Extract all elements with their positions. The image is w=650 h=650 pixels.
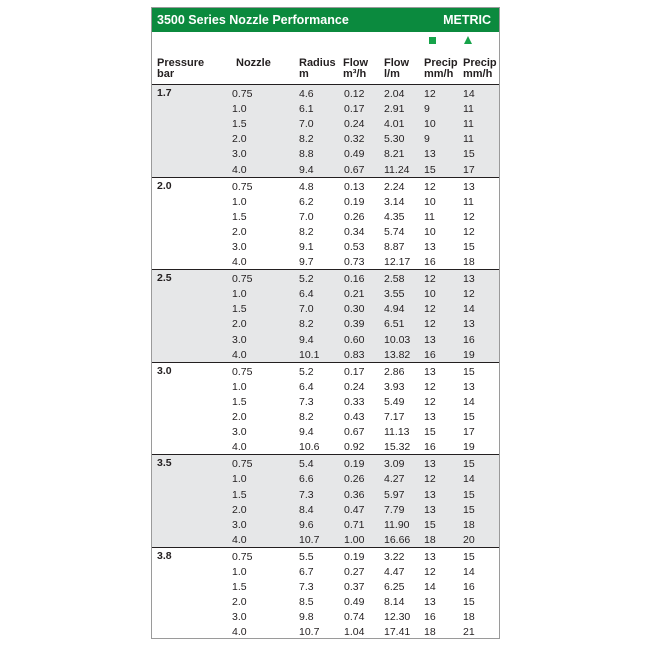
table-row <box>152 317 499 332</box>
precip-square-cell: 13 <box>424 503 436 516</box>
precip-triangle-cell: 13 <box>463 273 475 286</box>
radius-cell: 10.1 <box>299 348 320 361</box>
table-title: 3500 Series Nozzle Performance <box>157 13 349 27</box>
precip-triangle-cell: 21 <box>463 626 475 639</box>
radius-cell: 8.5 <box>299 596 314 609</box>
flow-m3h-cell: 0.24 <box>344 380 365 393</box>
nozzle-cell: 3.0 <box>232 148 247 161</box>
flow-m3h-cell: 0.21 <box>344 288 365 301</box>
precip-triangle-cell: 12 <box>463 210 475 223</box>
precip-square-cell: 10 <box>424 195 436 208</box>
precip-square-cell: 12 <box>424 473 436 486</box>
flow-m3h-cell: 0.26 <box>344 210 365 223</box>
precip-square-cell: 16 <box>424 348 436 361</box>
radius-cell: 6.1 <box>299 103 314 116</box>
nozzle-cell: 0.75 <box>232 550 253 563</box>
precip-square-cell: 10 <box>424 288 436 301</box>
radius-cell: 8.2 <box>299 133 314 146</box>
flow-lm-cell: 4.35 <box>384 210 405 223</box>
nozzle-cell: 1.0 <box>232 195 247 208</box>
flow-m3h-cell: 0.30 <box>344 303 365 316</box>
precip-square-cell: 16 <box>424 256 436 269</box>
precip-triangle-cell: 17 <box>463 426 475 439</box>
flow-lm-cell: 13.82 <box>384 348 411 361</box>
precip-square-cell: 11 <box>424 210 435 223</box>
nozzle-cell: 2.0 <box>232 596 247 609</box>
header-nozzle: Nozzle <box>236 57 271 69</box>
table-row <box>152 132 499 147</box>
precip-square-cell: 15 <box>424 163 436 176</box>
flow-lm-cell: 8.87 <box>384 240 405 253</box>
table-row <box>152 195 499 210</box>
table-row <box>152 87 499 102</box>
flow-lm-cell: 5.49 <box>384 395 405 408</box>
precip-triangle-cell: 18 <box>463 256 475 269</box>
flow-lm-cell: 2.91 <box>384 103 405 116</box>
nozzle-cell: 4.0 <box>232 626 247 639</box>
precip-triangle-cell: 19 <box>463 348 475 361</box>
table-row <box>152 518 499 533</box>
flow-lm-cell: 17.41 <box>384 626 411 639</box>
flow-m3h-cell: 0.74 <box>344 611 365 624</box>
precip-triangle-cell: 11 <box>463 195 474 208</box>
precip-square-cell: 12 <box>424 273 436 286</box>
radius-cell: 10.6 <box>299 441 320 454</box>
pressure-value: 2.0 <box>157 179 172 192</box>
precip-square-cell: 13 <box>424 596 436 609</box>
precip-triangle-cell: 15 <box>463 365 475 378</box>
precip-triangle-cell: 15 <box>463 458 475 471</box>
flow-m3h-cell: 0.34 <box>344 225 365 238</box>
flow-m3h-cell: 0.37 <box>344 581 365 594</box>
nozzle-cell: 4.0 <box>232 163 247 176</box>
pressure-value: 3.8 <box>157 549 172 562</box>
table-row <box>152 255 499 270</box>
precip-triangle-cell: 15 <box>463 596 475 609</box>
table-row <box>152 147 499 162</box>
precip-square-cell: 12 <box>424 395 436 408</box>
precip-square-cell: 10 <box>424 118 436 131</box>
precip-triangle-cell: 13 <box>463 180 475 193</box>
nozzle-cell: 2.0 <box>232 318 247 331</box>
flow-m3h-cell: 0.33 <box>344 395 365 408</box>
radius-cell: 7.3 <box>299 395 314 408</box>
flow-lm-cell: 3.22 <box>384 550 405 563</box>
precip-square-cell: 12 <box>424 88 436 100</box>
table-row <box>152 210 499 225</box>
radius-cell: 5.4 <box>299 458 314 471</box>
nozzle-cell: 4.0 <box>232 441 247 454</box>
precip-square-cell: 18 <box>424 533 436 546</box>
precip-square-cell: 13 <box>424 240 436 253</box>
nozzle-cell: 0.75 <box>232 458 253 471</box>
nozzle-cell: 1.5 <box>232 210 247 223</box>
flow-lm-cell: 16.66 <box>384 533 411 546</box>
flow-lm-cell: 2.24 <box>384 180 405 193</box>
flow-lm-cell: 4.94 <box>384 303 405 316</box>
radius-cell: 7.0 <box>299 210 314 223</box>
table-row <box>152 472 499 487</box>
precip-triangle-cell: 14 <box>463 303 475 316</box>
precip-triangle-cell: 18 <box>463 518 475 531</box>
nozzle-cell: 3.0 <box>232 426 247 439</box>
table-row <box>152 425 499 440</box>
flow-lm-cell: 11.13 <box>384 426 410 439</box>
pressure-group <box>152 455 499 548</box>
flow-m3h-cell: 0.49 <box>344 148 365 161</box>
radius-cell: 8.2 <box>299 318 314 331</box>
nozzle-cell: 1.0 <box>232 380 247 393</box>
triangle-symbol-icon <box>464 36 472 44</box>
table-row <box>152 503 499 518</box>
precip-triangle-cell: 11 <box>463 103 474 116</box>
table-row <box>152 565 499 580</box>
radius-cell: 9.1 <box>299 240 314 253</box>
flow-lm-cell: 2.58 <box>384 273 405 286</box>
precip-square-cell: 15 <box>424 518 436 531</box>
flow-m3h-cell: 0.73 <box>344 256 365 269</box>
precip-square-cell: 13 <box>424 333 436 346</box>
precip-triangle-cell: 13 <box>463 380 475 393</box>
flow-lm-cell: 4.47 <box>384 566 405 579</box>
pressure-value: 3.5 <box>157 457 172 470</box>
flow-lm-cell: 5.97 <box>384 488 405 501</box>
table-row <box>152 457 499 472</box>
flow-m3h-cell: 0.47 <box>344 503 365 516</box>
table-row <box>152 440 499 455</box>
nozzle-cell: 1.0 <box>232 288 247 301</box>
flow-m3h-cell: 0.43 <box>344 411 365 424</box>
table-row <box>152 550 499 565</box>
precip-triangle-cell: 12 <box>463 288 475 301</box>
flow-lm-cell: 15.32 <box>384 441 411 454</box>
precip-triangle-cell: 14 <box>463 395 475 408</box>
nozzle-cell: 3.0 <box>232 240 247 253</box>
flow-lm-cell: 11.24 <box>384 163 410 176</box>
pressure-group <box>152 178 499 271</box>
pressure-group <box>152 85 499 178</box>
table-row <box>152 180 499 195</box>
header-flow-m3h: Flow m³/h <box>343 57 369 80</box>
nozzle-cell: 3.0 <box>232 518 247 531</box>
precip-square-cell: 12 <box>424 180 436 193</box>
header-precip-square: Precip mm/h <box>424 57 458 80</box>
flow-m3h-cell: 0.24 <box>344 118 365 131</box>
nozzle-cell: 0.75 <box>232 365 253 378</box>
radius-cell: 4.8 <box>299 180 314 193</box>
radius-cell: 7.0 <box>299 303 314 316</box>
header-pressure: Pressure bar <box>157 57 205 80</box>
radius-cell: 6.6 <box>299 473 314 486</box>
flow-m3h-cell: 0.19 <box>344 195 365 208</box>
precip-square-cell: 12 <box>424 380 436 393</box>
table-row <box>152 488 499 503</box>
precip-triangle-cell: 16 <box>463 581 475 594</box>
table-row <box>152 595 499 610</box>
radius-cell: 5.5 <box>299 550 314 563</box>
table-row <box>152 102 499 117</box>
header-flow-lm: Flow l/m <box>384 57 410 80</box>
radius-cell: 6.4 <box>299 380 314 393</box>
precip-square-cell: 9 <box>424 133 430 146</box>
square-symbol-icon <box>429 37 436 44</box>
radius-cell: 9.8 <box>299 611 314 624</box>
flow-lm-cell: 12.30 <box>384 611 411 624</box>
precip-triangle-cell: 14 <box>463 566 475 579</box>
table-row <box>152 225 499 240</box>
precip-triangle-cell: 16 <box>463 333 475 346</box>
radius-cell: 8.2 <box>299 225 314 238</box>
table-row <box>152 610 499 625</box>
flow-m3h-cell: 0.19 <box>344 550 365 563</box>
radius-cell: 9.4 <box>299 333 314 346</box>
radius-cell: 6.4 <box>299 288 314 301</box>
nozzle-cell: 3.0 <box>232 611 247 624</box>
precip-triangle-cell: 12 <box>463 225 475 238</box>
flow-m3h-cell: 0.17 <box>344 103 365 116</box>
nozzle-performance-table <box>151 7 500 639</box>
precip-square-cell: 15 <box>424 426 436 439</box>
precip-square-cell: 13 <box>424 488 436 501</box>
precip-triangle-cell: 14 <box>463 473 475 486</box>
radius-cell: 5.2 <box>299 365 314 378</box>
flow-lm-cell: 7.79 <box>384 503 405 516</box>
precip-square-cell: 12 <box>424 303 436 316</box>
radius-cell: 8.8 <box>299 148 314 161</box>
table-row <box>152 287 499 302</box>
precip-triangle-cell: 15 <box>463 240 475 253</box>
precip-square-cell: 12 <box>424 566 436 579</box>
precip-triangle-cell: 18 <box>463 611 475 624</box>
precip-square-cell: 14 <box>424 581 436 594</box>
flow-lm-cell: 8.14 <box>384 596 405 609</box>
precip-triangle-cell: 11 <box>463 118 474 131</box>
flow-lm-cell: 11.90 <box>384 518 410 531</box>
nozzle-cell: 1.5 <box>232 118 247 131</box>
radius-cell: 7.3 <box>299 581 314 594</box>
nozzle-cell: 0.75 <box>232 88 253 100</box>
flow-lm-cell: 3.55 <box>384 288 405 301</box>
flow-m3h-cell: 1.00 <box>344 533 365 546</box>
flow-lm-cell: 3.14 <box>384 195 405 208</box>
radius-cell: 5.2 <box>299 273 314 286</box>
table-row <box>152 302 499 317</box>
precip-triangle-cell: 17 <box>463 163 475 176</box>
table-row <box>152 410 499 425</box>
radius-cell: 6.2 <box>299 195 314 208</box>
nozzle-cell: 1.5 <box>232 488 247 501</box>
table-row <box>152 380 499 395</box>
nozzle-cell: 1.0 <box>232 103 247 116</box>
flow-m3h-cell: 0.17 <box>344 365 365 378</box>
flow-m3h-cell: 0.39 <box>344 318 365 331</box>
precip-triangle-cell: 15 <box>463 148 475 161</box>
flow-m3h-cell: 0.26 <box>344 473 365 486</box>
flow-lm-cell: 5.74 <box>384 225 405 238</box>
nozzle-cell: 2.0 <box>232 225 247 238</box>
radius-cell: 10.7 <box>299 533 320 546</box>
units-label: METRIC <box>443 13 491 27</box>
nozzle-cell: 1.5 <box>232 581 247 594</box>
flow-lm-cell: 10.03 <box>384 333 411 346</box>
precip-triangle-cell: 14 <box>463 88 475 100</box>
flow-m3h-cell: 0.71 <box>344 518 365 531</box>
flow-m3h-cell: 0.60 <box>344 333 365 346</box>
precip-triangle-cell: 15 <box>463 411 475 424</box>
flow-m3h-cell: 0.16 <box>344 273 365 286</box>
radius-cell: 8.4 <box>299 503 314 516</box>
table-row <box>152 365 499 380</box>
nozzle-cell: 4.0 <box>232 533 247 546</box>
nozzle-cell: 3.0 <box>232 333 247 346</box>
table-row <box>152 272 499 287</box>
flow-lm-cell: 3.93 <box>384 380 405 393</box>
table-row <box>152 533 499 548</box>
precip-square-cell: 13 <box>424 148 436 161</box>
radius-cell: 8.2 <box>299 411 314 424</box>
precip-square-cell: 10 <box>424 225 436 238</box>
nozzle-cell: 4.0 <box>232 256 247 269</box>
flow-lm-cell: 5.30 <box>384 133 405 146</box>
radius-cell: 7.0 <box>299 118 314 131</box>
precip-triangle-cell: 19 <box>463 441 475 454</box>
nozzle-cell: 0.75 <box>232 273 253 286</box>
table-row <box>152 580 499 595</box>
flow-m3h-cell: 1.04 <box>344 626 365 639</box>
precip-triangle-cell: 15 <box>463 503 475 516</box>
flow-m3h-cell: 0.12 <box>344 88 365 100</box>
nozzle-cell: 1.5 <box>232 303 247 316</box>
precip-square-cell: 16 <box>424 441 436 454</box>
flow-m3h-cell: 0.19 <box>344 458 365 471</box>
precip-square-cell: 18 <box>424 626 436 639</box>
pressure-group <box>152 270 499 363</box>
flow-lm-cell: 6.25 <box>384 581 405 594</box>
flow-m3h-cell: 0.49 <box>344 596 365 609</box>
table-row <box>152 240 499 255</box>
pressure-group <box>152 548 499 641</box>
flow-lm-cell: 3.09 <box>384 458 405 471</box>
pressure-group <box>152 363 499 456</box>
title-bar <box>152 8 499 32</box>
pressure-groups <box>152 85 499 641</box>
precip-square-cell: 13 <box>424 365 436 378</box>
precip-square-cell: 12 <box>424 318 436 331</box>
nozzle-cell: 4.0 <box>232 348 247 361</box>
flow-lm-cell: 8.21 <box>384 148 405 161</box>
precip-triangle-cell: 15 <box>463 550 475 563</box>
radius-cell: 9.4 <box>299 426 314 439</box>
flow-m3h-cell: 0.13 <box>344 180 365 193</box>
precip-square-cell: 13 <box>424 550 436 563</box>
flow-m3h-cell: 0.83 <box>344 348 365 361</box>
flow-m3h-cell: 0.67 <box>344 163 365 176</box>
radius-cell: 9.4 <box>299 163 314 176</box>
nozzle-cell: 2.0 <box>232 411 247 424</box>
precip-square-cell: 16 <box>424 611 436 624</box>
flow-lm-cell: 7.17 <box>384 411 405 424</box>
radius-cell: 7.3 <box>299 488 314 501</box>
nozzle-cell: 1.0 <box>232 566 247 579</box>
radius-cell: 6.7 <box>299 566 314 579</box>
pressure-value: 3.0 <box>157 364 172 377</box>
flow-lm-cell: 4.27 <box>384 473 405 486</box>
table-row <box>152 163 499 178</box>
flow-m3h-cell: 0.36 <box>344 488 365 501</box>
radius-cell: 9.7 <box>299 256 314 269</box>
header-radius: Radius m <box>299 57 336 80</box>
flow-m3h-cell: 0.32 <box>344 133 365 146</box>
flow-m3h-cell: 0.92 <box>344 441 365 454</box>
precip-square-cell: 13 <box>424 458 436 471</box>
flow-m3h-cell: 0.67 <box>344 426 365 439</box>
precip-triangle-cell: 11 <box>463 133 474 146</box>
table-row <box>152 395 499 410</box>
flow-lm-cell: 12.17 <box>384 256 411 269</box>
header-precip-triangle: Precip mm/h <box>463 57 497 80</box>
nozzle-cell: 2.0 <box>232 503 247 516</box>
table-row <box>152 117 499 132</box>
radius-cell: 9.6 <box>299 518 314 531</box>
flow-lm-cell: 4.01 <box>384 118 405 131</box>
radius-cell: 10.7 <box>299 626 320 639</box>
flow-m3h-cell: 0.27 <box>344 566 365 579</box>
flow-lm-cell: 6.51 <box>384 318 405 331</box>
precip-triangle-cell: 13 <box>463 318 475 331</box>
column-headers <box>152 34 499 85</box>
nozzle-cell: 0.75 <box>232 180 253 193</box>
radius-cell: 4.6 <box>299 88 314 100</box>
nozzle-cell: 2.0 <box>232 133 247 146</box>
table-row <box>152 625 499 640</box>
pressure-value: 2.5 <box>157 272 172 285</box>
precip-triangle-cell: 20 <box>463 533 475 546</box>
nozzle-cell: 1.5 <box>232 395 247 408</box>
table-row <box>152 348 499 363</box>
precip-square-cell: 13 <box>424 411 436 424</box>
flow-m3h-cell: 0.53 <box>344 240 365 253</box>
pressure-value: 1.7 <box>157 87 172 99</box>
precip-triangle-cell: 15 <box>463 488 475 501</box>
flow-lm-cell: 2.04 <box>384 88 405 100</box>
flow-lm-cell: 2.86 <box>384 365 405 378</box>
nozzle-cell: 1.0 <box>232 473 247 486</box>
table-row <box>152 333 499 348</box>
precip-square-cell: 9 <box>424 103 430 116</box>
